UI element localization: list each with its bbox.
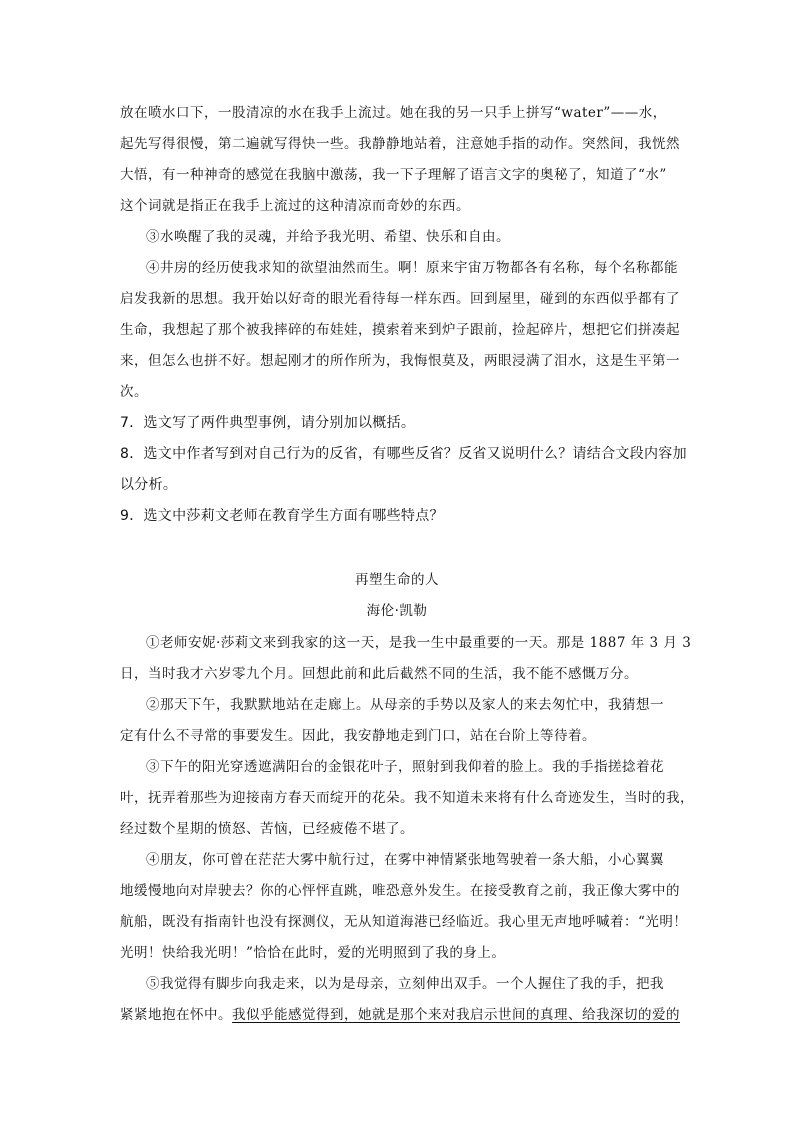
excerpt-line: 生命，我想起了那个被我摔碎的布娃娃，摸索着来到炉子跟前，捡起碎片，想把它们拼凑起 — [120, 322, 680, 338]
article-line: 经过数个星期的愤怒、苦恼，已经疲倦不堪了。 — [120, 821, 414, 837]
underlined-sentence: 我似乎能感觉得到，她就是那个来对我启示世间的真理、给我深切的爱的 — [232, 1007, 680, 1023]
article-last-line — [120, 1005, 680, 1025]
excerpt-line: ④井房的经历使我求知的欲望油然而生。啊！原来宇宙万物都各有名称，每个名称都能 — [146, 260, 678, 276]
article-title: 再塑生命的人 — [355, 572, 439, 588]
article-line: 定有什么不寻常的事要发生。因此，我安静地走到门口，站在台阶上等待着。 — [120, 728, 596, 744]
excerpt-line: 放在喷水口下，一股清凉的水在我手上流过。她在我的另一只手上拼写“water”——水， — [120, 105, 667, 121]
excerpt-line: 大悟，有一种神奇的感觉在我脑中激荡，我一下子理解了语言文字的奥秘了，知道了“水” — [120, 167, 667, 183]
article-line: 地缓慢地向对岸驶去？你的心怦怦直跳，唯恐意外发生。在接受教育之前，我正像大雾中的 — [120, 883, 680, 899]
excerpt-line: 启发我新的思想。我开始以好奇的眼光看待每一样东西。回到屋里，碰到的东西似乎都有了 — [120, 291, 680, 307]
article-line: ③下午的阳光穿透遮满阳台的金银花叶子，照射到我仰着的脸上。我的手指搓捻着花 — [146, 759, 664, 775]
article-line: ①老师安妮·莎莉文来到我家的这一天，是我一生中最重要的一天。那是 1887 年 3 月 3 — [146, 635, 692, 651]
excerpt-line: 次。 — [120, 384, 148, 400]
question-8-continued: 以分析。 — [120, 477, 178, 493]
article-line: ⑤我觉得有脚步向我走来，以为是母亲，立刻伸出双手。一个人握住了我的手，把我 — [146, 976, 664, 992]
article-line: ②那天下午，我默默地站在走廊上。从母亲的手势以及家人的来去匆忙中，我猜想一 — [146, 697, 664, 713]
article-line: 航船，既没有指南针也没有探测仪，无从知道海港已经临近。我心里无声地呼喊着：“光明！ — [120, 914, 688, 930]
question-8: 8．选文中作者写到对自己行为的反省，有哪些反省？反省又说明什么？请结合文段内容加 — [120, 446, 687, 462]
article-line: 光明！快给我光明！”恰恰在此时，爱的光明照到了我的身上。 — [120, 945, 506, 961]
article-line: 叶，抚弄着那些为迎接南方春天而绽开的花朵。我不知道未来将有什么奇迹发生，当时的我， — [120, 790, 694, 806]
article-author: 海伦·凯勒 — [366, 603, 428, 619]
excerpt-line: 起先写得很慢，第二遍就写得快一些。我静静地站着，注意她手指的动作。突然间，我恍然 — [120, 136, 680, 152]
article-line: 紧紧地抱在怀中。 — [120, 1007, 232, 1023]
excerpt-line: ③水唤醒了我的灵魂，并给予我光明、希望、快乐和自由。 — [146, 229, 510, 245]
article-line: 日，当时我才六岁零九个月。回想此前和此后截然不同的生活，我不能不感慨万分。 — [120, 666, 638, 682]
excerpt-line: 这个词就是指正在我手上流过的这种清凉而奇妙的东西。 — [120, 198, 470, 214]
article-line: ④朋友，你可曾在茫茫大雾中航行过，在雾中神情紧张地驾驶着一条大船，小心翼翼 — [146, 852, 664, 868]
excerpt-line: 来，但怎么也拼不好。想起刚才的所作所为，我悔恨莫及，两眼浸满了泪水，这是生平第一 — [120, 353, 680, 369]
question-7: 7．选文写了两件典型事例，请分别加以概括。 — [120, 415, 416, 431]
question-9: 9．选文中莎莉文老师在教育学生方面有哪些特点？ — [120, 508, 444, 524]
